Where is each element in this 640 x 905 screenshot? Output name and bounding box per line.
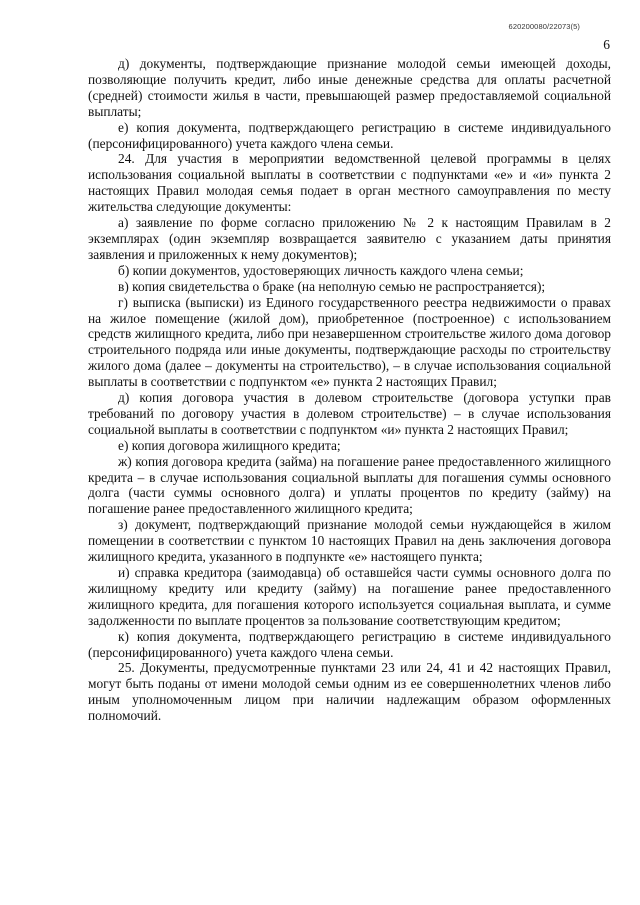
paragraph-item-g-registry-extract: г) выписка (выписки) из Единого государственного реестра недвижимости о правах на жилое помещение (жилой дом), приобретенное (построенное) с использованием средств жилищного кредита, либо при незавершенном строительстве жилого дома договор строительного подряда или иные документы, подтверждающие расходы по строительству жилого дома (далее – документы на строительство), – в случае использования социальной выплаты в соответствии с подпунктом «е» пункта 2 настоящих Правил;	[88, 294, 611, 390]
paragraph-item-k-registration-copy: к) копия документа, подтверждающего регистрацию в системе индивидуального (персонифицированного) учета каждого члена семьи.	[88, 628, 611, 660]
paragraph-item-zh-refinance-loan: ж) копия договора кредита (займа) на погашение ранее предоставленного жилищного кредита – в случае использования социальной выплаты для погашения суммы основного долга (части суммы основного долга) и уплаты процентов по кредиту (займу) на погашение ранее предоставленного жилищного кредита;	[88, 453, 611, 517]
paragraph-item-a-application: а) заявление по форме согласно приложению № 2 к настоящим Правилам в 2 экземплярах (один экземпляр возвращается заявителю с указанием даты принятия заявления и приложенных к нему документов);	[88, 215, 611, 262]
paragraph-item-d-income-docs: д) документы, подтверждающие признание молодой семьи имеющей доходы, позволяющие получить кредит, либо иные денежные средства для оплаты расчетной (средней) стоимости жилья в части, превышающей размер предоставляемой социальной выплаты;	[88, 56, 611, 119]
paragraph-item-b-identity-docs: б) копии документов, удостоверяющих личность каждого члена семьи;	[118, 262, 524, 278]
paragraph-item-e-housing-loan: е) копия договора жилищного кредита;	[118, 437, 341, 453]
paragraph-item-e-registration-copy: е) копия документа, подтверждающего регистрацию в системе индивидуального (персонифицированного) учета каждого члена семьи.	[88, 119, 611, 151]
document-body	[88, 56, 611, 724]
paragraph-item-v-marriage-certificate: в) копия свидетельства о браке (на неполную семью не распространяется);	[118, 278, 546, 294]
paragraph-clause-25: 25. Документы, предусмотренные пунктами 23 или 24, 41 и 42 настоящих Правил, могут быть поданы от имени молодой семьи одним из ее совершеннолетних членов либо иным уполномоченным лицом при наличии надлежащим образом оформленных полномочий.	[88, 660, 611, 724]
document-code: 620200080/22073(5)	[508, 22, 580, 31]
paragraph-item-d-shared-construction: д) копия договора участия в долевом строительстве (договора уступки прав требований по договору участия в долевом строительстве) – в случае использования социальной выплаты в соответствии с подпунктом «и» пункта 2 настоящих Правил;	[88, 390, 611, 437]
page-number: 6	[603, 37, 610, 52]
paragraph-item-z-need-confirmation: з) документ, подтверждающий признание молодой семьи нуждающейся в жилом помещении в соответствии с пунктом 10 настоящих Правил на день заключения договора жилищного кредита, указанного в подпункте «е» настоящего пункта;	[88, 517, 611, 565]
paragraph-item-i-creditor-statement: и) справка кредитора (заимодавца) об оставшейся части суммы основного долга по жилищному кредиту или кредиту (займу) на погашение ранее предоставленного жилищного кредита, для погашения которого используется социальная выплата, и сумме задолженности по выплате процентов за пользование соответствующим кредитом;	[88, 565, 611, 628]
paragraph-clause-24: 24. Для участия в мероприятии ведомственной целевой программы в целях использования социальной выплаты в соответствии с подпунктами «е» и «и» пункта 2 настоящих Правил молодая семья подает в орган местного самоуправления по месту жительства следующие документы:	[88, 151, 611, 215]
